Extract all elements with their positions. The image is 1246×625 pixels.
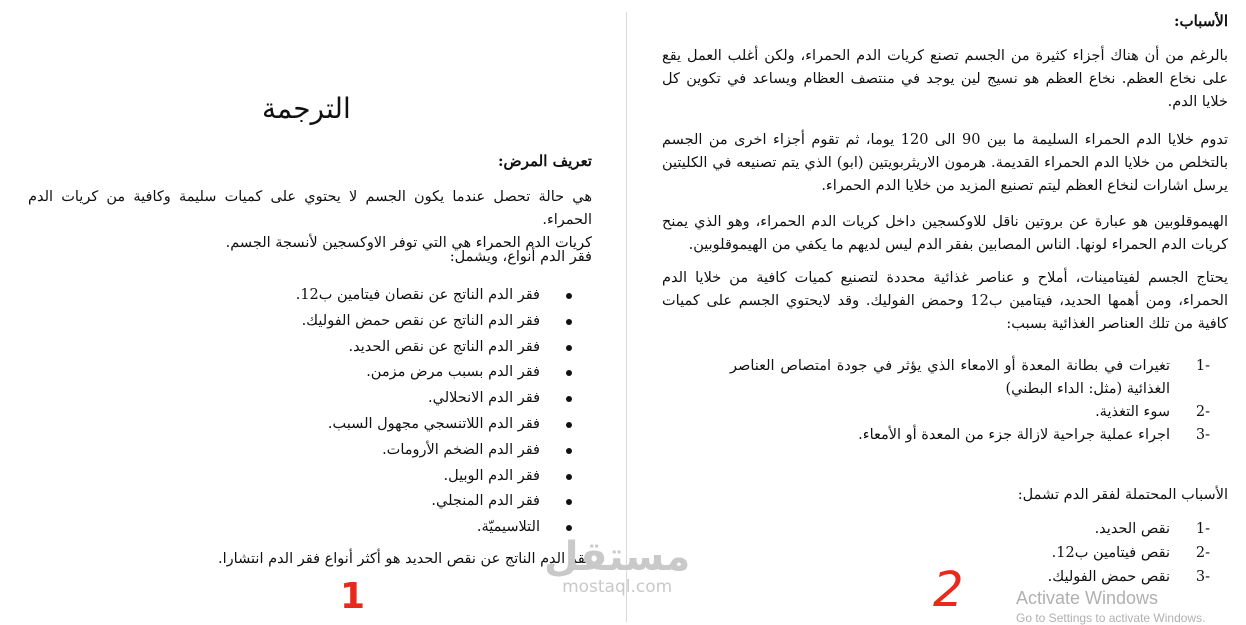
page-marker-two: 2: [933, 562, 964, 618]
paragraph: تدوم خلايا الدم الحمراء السليمة ما بين 90 الى 120 يوما، ثم تقوم أجزاء اخرى من الجسم بالتخلص من خلايا الدم الحمراء القديمة. هرمون الاريثربويتين (ابو) الذي يتم تصنيعه في الكليتين يرسل اشارات لنخاع العظم ليتم تصنيع المزيد من خلايا الدم الحمراء.: [662, 132, 1228, 194]
definition-text: [28, 186, 592, 255]
list-number: 2-: [1195, 545, 1210, 561]
list-item: فقر الدم الناتج عن نقص حمض الفوليك.: [296, 309, 540, 335]
list-number: 3-: [1195, 427, 1210, 443]
list-item: [730, 424, 1210, 447]
list-item: فقر الدم اللاتنسجي مجهول السبب.: [296, 412, 540, 438]
list-text: تغيرات في بطانة المعدة أو الامعاء الذي يؤثر في جودة امتصاص العناصر الغذائية (مثل: الداء البطني): [730, 358, 1170, 397]
page-title: الترجمة: [262, 92, 351, 125]
list-item: فقر الدم بسبب مرض مزمن.: [296, 360, 540, 386]
list-text: نقص حمض الفوليك.: [1047, 569, 1170, 585]
list-item: [730, 401, 1210, 424]
activate-windows-overlay: [1016, 588, 1205, 625]
watermark-latin: mostaql.com: [562, 577, 673, 597]
list-number: 3-: [1195, 569, 1210, 585]
causes-heading: الأسباب:: [1173, 12, 1228, 30]
mostaql-watermark: [544, 533, 690, 597]
list-number: 1-: [1195, 358, 1210, 374]
paragraph: الهيموقلوبين هو عبارة عن بروتين ناقل للاوكسجين داخل كريات الدم الحمراء، وهو الذي يمنح كريات الدم الحمراء لونها. الناس المصابين بفقر الدم ليس لديهم ما يكفي من الهيموقلوبين.: [662, 214, 1228, 253]
activate-title: Activate Windows: [1016, 588, 1159, 608]
list-item: [730, 355, 1210, 401]
types-intro: فقر الدم أنواع، ويشمل:: [449, 249, 592, 265]
list-item: [730, 518, 1210, 542]
list-item: فقر الدم الضخم الأرومات.: [296, 438, 540, 464]
paragraph: بالرغم من أن هناك أجزاء كثيرة من الجسم تصنع كريات الدم الحمراء، ولكن أغلب العمل يقع على نخاع العظم. نخاع العظم هو نسيج لين يوجد في منتصف العظام ويساعد في تكوين كل خلايا الدم.: [662, 48, 1228, 110]
page-marker-one: 1: [340, 576, 366, 617]
list-text: نقص فيتامين ب12.: [1051, 545, 1170, 561]
reasons-list: [730, 355, 1210, 447]
page-divider: [626, 12, 627, 622]
list-number: 1-: [1195, 521, 1210, 537]
anemia-types-list: [296, 283, 558, 541]
activate-subtitle: Go to Settings to activate Windows.: [1016, 611, 1206, 625]
paragraph: يحتاج الجسم لفيتامينات، أملاح و عناصر غذائية محددة لتصنيع كميات كافية من خلايا الدم الحمراء، ومن أهمها الحديد، فيتامين ب12 وحمض الفوليك. وقد لايحتوي الجسم على كميات كافية من تلك العناصر الغذائية بسبب:: [662, 270, 1229, 332]
definition-heading: تعريف المرض:: [498, 152, 592, 170]
list-item: فقر الدم الوبيل.: [296, 464, 540, 490]
list-text: نقص الحديد.: [1094, 521, 1170, 537]
watermark-arabic: مستقل: [544, 534, 691, 580]
list-item: فقر الدم الانحلالي.: [296, 386, 540, 412]
list-item: التلاسيميّة.: [296, 515, 540, 541]
list-number: 2-: [1195, 404, 1210, 420]
list-text: اجراء عملية جراحية لازالة جزء من المعدة أو الأمعاء.: [858, 427, 1170, 443]
types-note: فقر الدم الناتج عن نقص الحديد هو أكثر أنواع فقر الدم انتشارا.: [218, 551, 592, 567]
list-item: فقر الدم الناتج عن نقص الحديد.: [296, 335, 540, 361]
list-item: فقر الدم الناتج عن نقصان فيتامين ب12.: [296, 283, 540, 309]
definition-line: كريات الدم الحمراء هي التي توفر الاوكسجين لأنسجة الجسم.: [225, 235, 592, 251]
possible-causes-intro: الأسباب المحتملة لفقر الدم تشمل:: [1017, 487, 1228, 503]
list-text: سوء التغذية.: [1095, 404, 1170, 420]
list-item: فقر الدم المنجلي.: [296, 489, 540, 515]
definition-line: هي حالة تحصل عندما يكون الجسم لا يحتوي على كميات سليمة وكافية من كريات الدم الحمراء.: [28, 189, 592, 228]
